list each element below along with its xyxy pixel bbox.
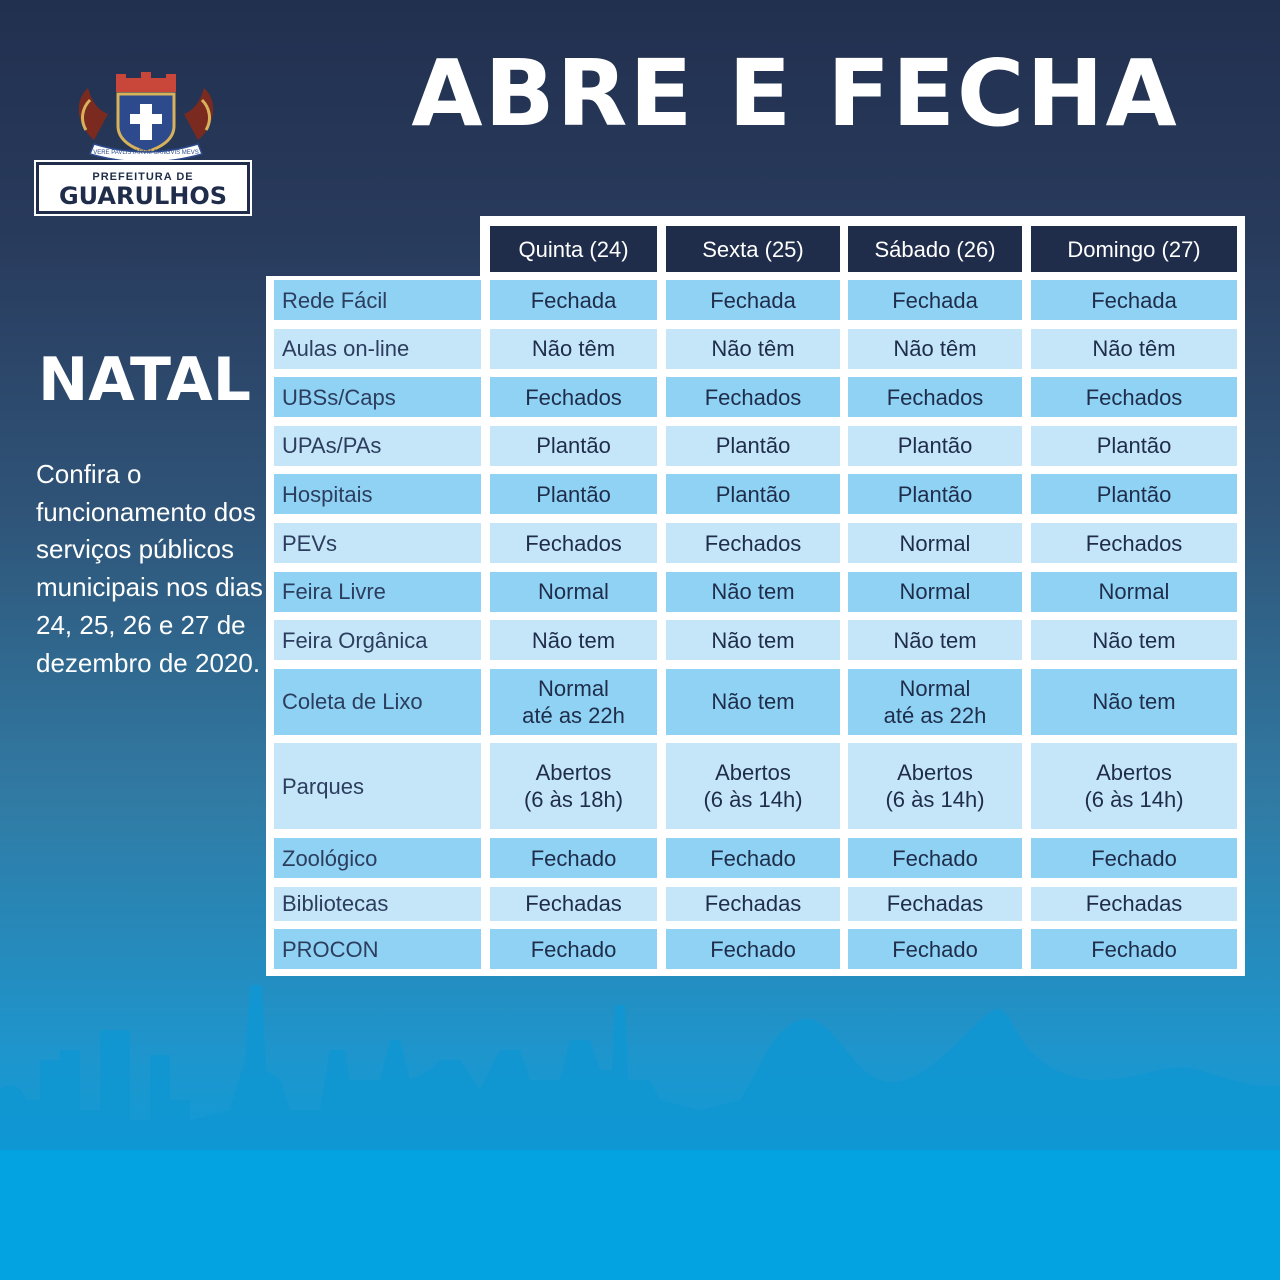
table-cell: Abertos (6 às 18h) — [490, 743, 657, 829]
table-cell: Fechados — [666, 377, 840, 417]
table-cell: Plantão — [490, 474, 657, 514]
table-cell: Normal — [848, 523, 1022, 563]
table-cell: Fechado — [848, 929, 1022, 969]
table-cell: Fechada — [848, 280, 1022, 320]
table-cell: Não tem — [666, 620, 840, 660]
table-cell: Normal até as 22h — [848, 669, 1022, 735]
table-cell: Fechado — [490, 929, 657, 969]
column-header: Sábado (26) — [848, 226, 1022, 272]
table-cell: Não têm — [666, 329, 840, 369]
table-cell: Normal — [848, 572, 1022, 612]
table-cell: Abertos (6 às 14h) — [1031, 743, 1237, 829]
motto-ribbon — [36, 70, 256, 166]
column-header: Quinta (24) — [490, 226, 657, 272]
table-cell: Não tem — [848, 620, 1022, 660]
table-cell: Não tem — [1031, 620, 1237, 660]
table-cell: Abertos (6 às 14h) — [848, 743, 1022, 829]
row-label: Feira Livre — [274, 572, 481, 612]
row-label: PEVs — [274, 523, 481, 563]
table-cell: Abertos (6 às 14h) — [666, 743, 840, 829]
table-cell: Plantão — [1031, 426, 1237, 466]
table-cell: Fechado — [848, 838, 1022, 878]
row-label: Coleta de Lixo — [274, 669, 481, 735]
table-cell: Fechados — [666, 523, 840, 563]
section-title: NATAL — [38, 345, 251, 415]
table-cell: Plantão — [490, 426, 657, 466]
schedule-table — [266, 216, 1245, 976]
row-label: Hospitais — [274, 474, 481, 514]
table-cell: Normal — [1031, 572, 1237, 612]
table-cell: Fechadas — [1031, 887, 1237, 921]
logo-line1: PREFEITURA DE — [92, 171, 194, 183]
table-cell: Fechado — [666, 929, 840, 969]
table-cell: Fechadas — [848, 887, 1022, 921]
logo-plate — [36, 162, 250, 214]
row-label: Feira Orgânica — [274, 620, 481, 660]
table-cell: Fechado — [666, 838, 840, 878]
table-cell: Fechado — [490, 838, 657, 878]
prefeitura-logo — [36, 70, 256, 220]
table-cell: Não têm — [490, 329, 657, 369]
logo-line2: GUARULHOS — [58, 182, 228, 210]
table-cell: Plantão — [1031, 474, 1237, 514]
description-text: Confira o funcionamento dos serviços públicos municipais nos dias 24, 25, 26 e 27 de dezembro de 2020. — [36, 459, 263, 678]
row-label: UPAs/PAs — [274, 426, 481, 466]
table-cell: Fechada — [1031, 280, 1237, 320]
table-cell: Normal até as 22h — [490, 669, 657, 735]
table-cell: Fechadas — [666, 887, 840, 921]
table-cell: Não têm — [1031, 329, 1237, 369]
table-cell: Fechada — [490, 280, 657, 320]
table-cell: Não tem — [666, 572, 840, 612]
row-label: Bibliotecas — [274, 887, 481, 921]
table-cell: Plantão — [848, 426, 1022, 466]
row-label: UBSs/Caps — [274, 377, 481, 417]
row-label: Zoológico — [274, 838, 481, 878]
table-cell: Plantão — [666, 474, 840, 514]
row-label: PROCON — [274, 929, 481, 969]
page-title: ABRE E FECHA — [411, 40, 1179, 147]
row-label: Parques — [274, 743, 481, 829]
table-cell: Fechados — [1031, 523, 1237, 563]
table-cell: Não tem — [490, 620, 657, 660]
table-cell: Fechados — [848, 377, 1022, 417]
table-cell: Fechados — [1031, 377, 1237, 417]
table-cell: Não têm — [848, 329, 1022, 369]
table-cell: Plantão — [848, 474, 1022, 514]
table-cell: Fechado — [1031, 929, 1237, 969]
table-cell: Fechados — [490, 377, 657, 417]
column-header: Domingo (27) — [1031, 226, 1237, 272]
table-cell: Plantão — [666, 426, 840, 466]
column-header: Sexta (25) — [666, 226, 840, 272]
table-cell: Fechada — [666, 280, 840, 320]
row-label: Aulas on-line — [274, 329, 481, 369]
city-skyline-illustration — [0, 960, 1280, 1280]
row-label: Rede Fácil — [274, 280, 481, 320]
table-cell: Não tem — [1031, 669, 1237, 735]
logo-motto: VERE PAVLISTARVM SANGVIS MEVS — [93, 150, 199, 156]
table-cell: Não tem — [666, 669, 840, 735]
table-cell: Normal — [490, 572, 657, 612]
table-cell: Fechados — [490, 523, 657, 563]
table-cell: Fechadas — [490, 887, 657, 921]
table-cell: Fechado — [1031, 838, 1237, 878]
